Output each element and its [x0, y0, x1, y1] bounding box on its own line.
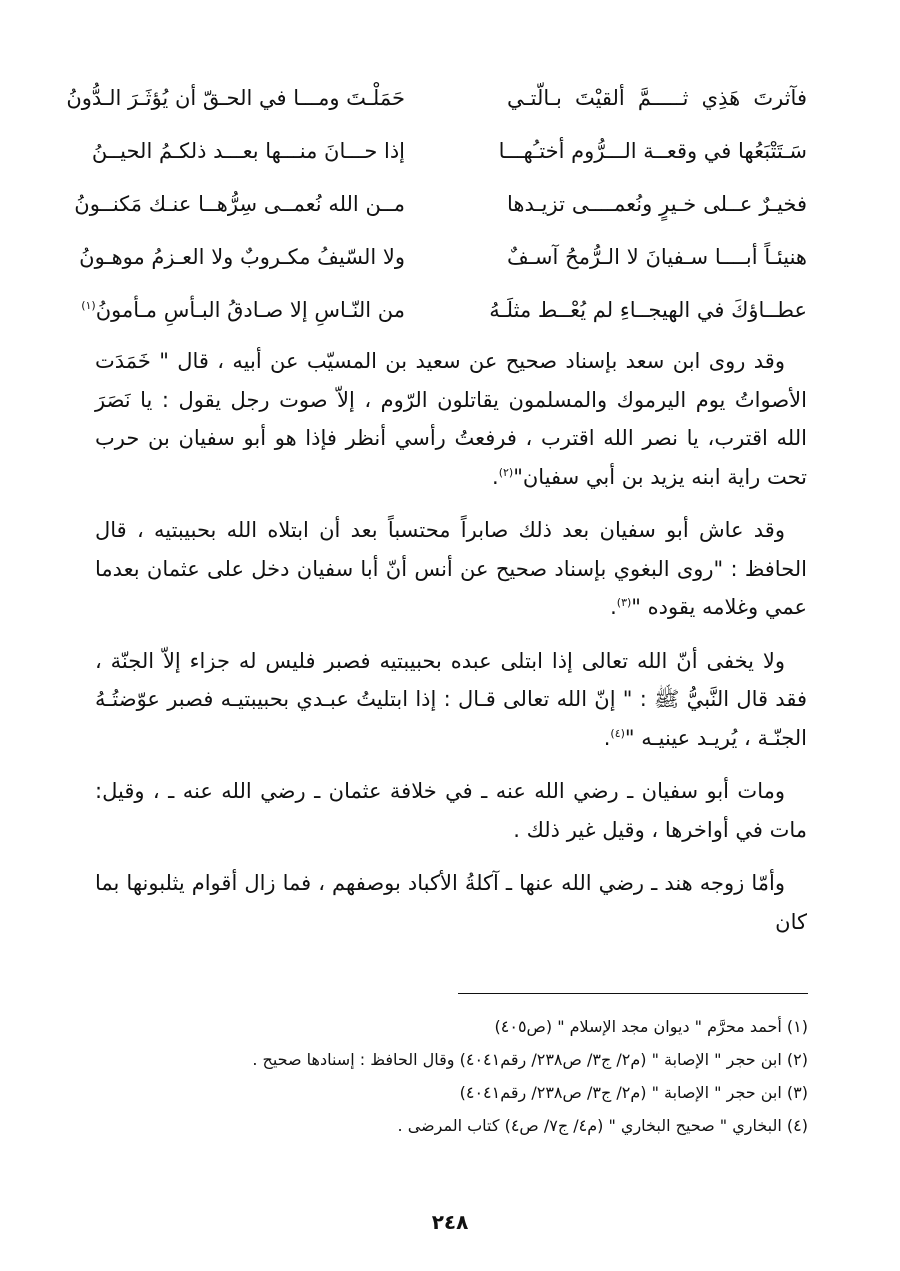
footnote-marker: (٣) — [616, 596, 632, 609]
paragraph-text: وقد عاش أبو سفيان بعد ذلك صابراً محتسباً بعد أن ابتلاه الله بحبيبتيه ، قال الحافظ : "روى البغوي بإسناد صحيح عن أنس أنّ أبا سفيان دخل على عثمان بعدما عمي وغلامه يقوده " — [95, 518, 807, 619]
verse-first-hemistich: فآثرتَ هَذِي ثـــــمَّ ألقيْتَ بـالّتـي — [507, 86, 807, 110]
paragraph — [95, 772, 807, 849]
paragraph-text: وأمّا زوجه هند ـ رضي الله عنها ـ آكلةُ الأكباد بوصفهم ، فما زال أقوام يثلبونها بما كان — [95, 871, 807, 934]
paragraph-text: ومات أبو سفيان ـ رضي الله عنه ـ في خلافة عثمان ـ رضي الله عنه ـ ، وقيل: مات في أواخرها ، وقيل غير ذلك . — [95, 779, 807, 842]
poem-verse — [91, 131, 807, 184]
verse-first-hemistich: سَـتَتْبَعُها في وقعــة الـــرُّوم أختـُهـــا — [498, 139, 807, 163]
poem — [66, 78, 807, 343]
verse-second-hemistich — [81, 290, 405, 330]
verse-text: من النّـاسِ إلا صـادقُ البـأسِ مـأمونُ — [95, 298, 405, 322]
paragraph-tail: . — [492, 464, 499, 489]
paragraph-text: ولا يخفى أنّ الله تعالى إذا ابتلى عبده بحبيبتيه فصبر فليس له جزاء إلاّ الجنّة ، فقد قال النَّبيُّ ﷺ : " إنّ الله تعالى قـال : إذا ابتليتُ عبـدي بحبيبتيـه فصبر عوّضتُـهُ الجنّـة ، يُريـد عينيـه " — [95, 648, 807, 750]
page-number: ٢٤٨ — [431, 1210, 469, 1234]
footnote: (٤) البخاري " صحيح البخاري " (م٤/ ج٧/ ص٤) كتاب المرضى . — [397, 1116, 808, 1135]
footnote-marker: (١) — [81, 299, 96, 312]
verse-second-hemistich: إذا حـــانَ منـــها بعـــد ذلكـمُ الحيــنُ — [91, 139, 405, 163]
verse-second-hemistich: حَمَلْـتَ ومـــا في الحـقّ أن يُؤثَـرَ الـدُّونُ — [66, 86, 405, 110]
verse-first-hemistich: فخيـرٌ عــلى خـيرٍ ونُعمــــى تزيـدها — [507, 192, 807, 216]
paragraph-text: وقد روى ابن سعد بإسناد صحيح عن سعيد بن المسيّب عن أبيه ، قال " خَمَدَت الأصواتُ يوم اليرموك والمسلمون يقاتلون الرّوم ، إلاّ صوت رجل يقول : يا نَصَرَ الله اقترب، يا نصر الله اقترب ، فرفعتُ رأسي أنظر فإذا هو أبو سفيان بن حرب تحت راية ابنه يزيد بن أبي سفيان" — [95, 349, 807, 489]
poem-verse — [74, 184, 807, 237]
verse-second-hemistich: مــن الله نُعمــى سِرُّهــا عنـك مَكنــونُ — [74, 192, 405, 216]
footnote: (٢) ابن حجر " الإصابة " (م٢/ ج٣/ ص٢٣٨/ رقم٤٠٤١) وقال الحافظ : إسنادها صحيح . — [252, 1050, 808, 1069]
paragraph — [95, 864, 807, 941]
paragraph — [95, 511, 807, 627]
paragraph — [95, 642, 807, 758]
poem-verse — [79, 237, 807, 290]
verse-first-hemistich: عطــاؤكَ في الهيجــاءِ لم يُعْــط مثلَـهُ — [489, 298, 807, 322]
footnote-marker: (٤) — [610, 726, 625, 740]
body-text — [95, 342, 807, 956]
poem-verse — [66, 78, 807, 131]
footnote-divider — [458, 993, 808, 994]
paragraph-tail: . — [603, 725, 611, 750]
footnote: (٣) ابن حجر " الإصابة " (م٢/ ج٣/ ص٢٣٨/ رقم٤٠٤١) — [459, 1083, 808, 1102]
footnotes — [88, 1010, 808, 1142]
verse-first-hemistich: هنيئـاً أبــــا سـفيانَ لا الـرُّمحُ آسـفٌ — [507, 245, 807, 269]
verse-second-hemistich: ولا السّيفُ مكـروبٌ ولا العـزمُ موهـونُ — [79, 245, 405, 269]
poem-verse — [81, 290, 807, 343]
paragraph-tail: . — [610, 595, 617, 619]
footnote-marker: (٢) — [498, 465, 514, 479]
paragraph — [95, 342, 807, 496]
footnote: (١) أحمد محرَّم " ديوان مجد الإسلام " (ص٤٠٥) — [494, 1017, 808, 1036]
